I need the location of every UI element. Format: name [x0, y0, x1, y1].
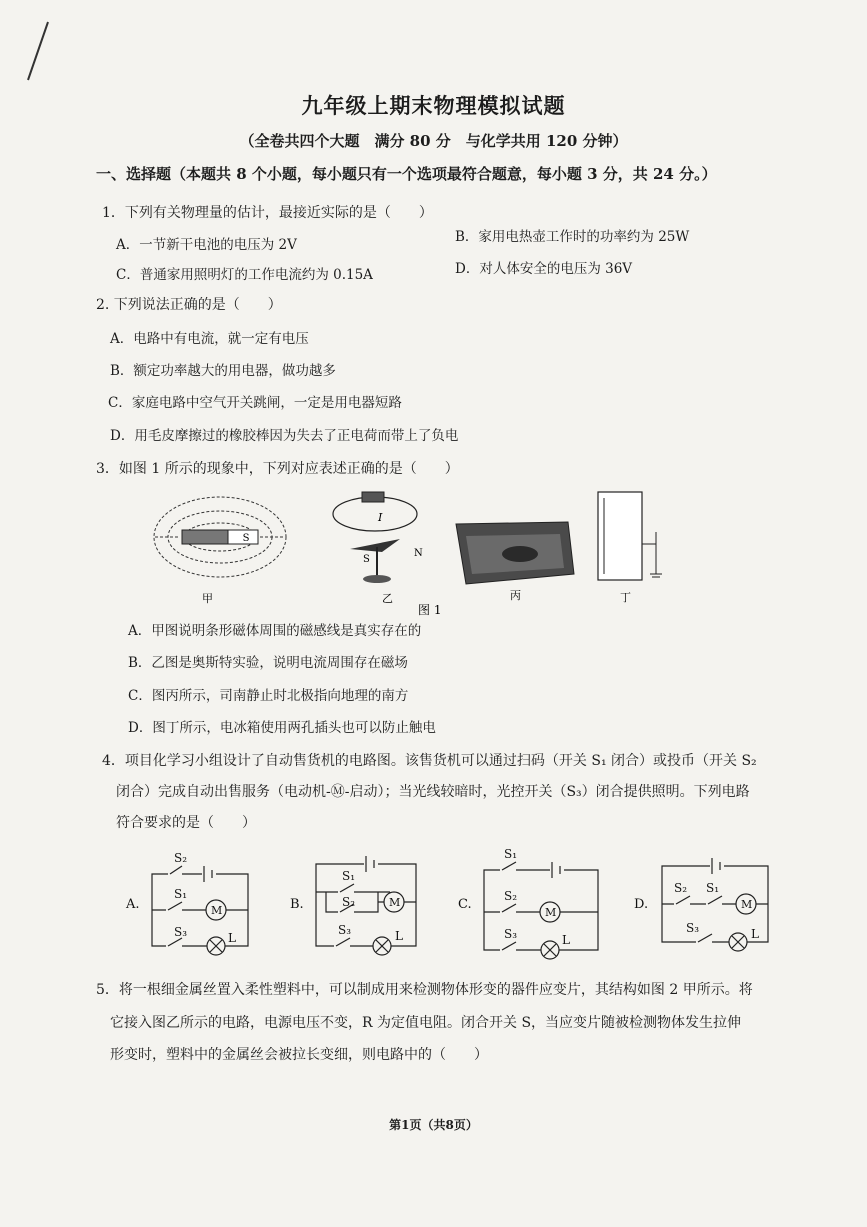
q3-stem: 3．如图 1 所示的现象中，下列对应表述正确的是（ ） — [96, 461, 459, 477]
circuit-c-option: C. — [458, 897, 472, 912]
q5-line-3: 形变时，塑料中的金属丝会被拉长变细，则电路中的（ ） — [110, 1047, 488, 1063]
circuit-a-option: A. — [126, 897, 140, 912]
q2-option-b: B．额定功率越大的用电器，做功越多 — [110, 363, 336, 379]
c-motor: M — [545, 906, 557, 919]
circuit-d-option: D. — [634, 897, 649, 912]
q4-circuits — [120, 846, 780, 966]
b-s2: S₂ — [342, 895, 356, 909]
q3-option-d: D．图丁所示，电冰箱使用两孔插头也可以防止触电 — [128, 720, 436, 736]
needle-n-label: N — [414, 548, 423, 559]
circuit-c — [484, 862, 598, 959]
d-s2: S₂ — [674, 881, 688, 895]
q5-line-2: 它接入图乙所示的电路，电源电压不变，R 为定值电阻。闭合开关 S，当应变片随被检测物体发生拉伸 — [110, 1015, 742, 1031]
b-lamp: L — [395, 929, 403, 943]
q1-option-a: A．一节新干电池的电压为 2V — [116, 237, 297, 253]
q4-line-1: 4．项目化学习小组设计了自动售货机的电路图。该售货机可以通过扫码（开关 S₁ 闭合）或投币（开关 S₂ — [102, 753, 757, 769]
a-lamp: L — [228, 931, 236, 945]
figure-1-caption: 图 1 — [418, 603, 442, 617]
q3-option-c: C．图丙所示，司南静止时北极指向地理的南方 — [128, 688, 409, 704]
d-lamp: L — [751, 927, 759, 941]
circuit-b-option: B. — [290, 897, 304, 912]
q1-option-b: B．家用电热壶工作时的功率约为 25W — [455, 229, 690, 245]
fig-jia-magnet — [154, 497, 286, 577]
q3-option-a: A．甲图说明条形磁体周围的磁感线是真实存在的 — [128, 623, 422, 639]
q1-option-c: C．普通家用照明灯的工作电流约为 0.15A — [116, 267, 373, 283]
c-s2: S₂ — [504, 889, 518, 903]
fig-label-yi: 乙 — [382, 592, 393, 605]
q4-line-3: 符合要求的是（ ） — [116, 815, 256, 831]
q4-line-2: 闭合）完成自动出售服务（电动机-Ⓜ-启动）；当光线较暗时，光控开关（S₃）闭合提供照明。下列电路 — [116, 784, 750, 800]
q2-option-c: C．家庭电路中空气开关跳闸，一定是用电器短路 — [108, 395, 402, 411]
pen-mark-icon — [20, 18, 60, 88]
figure-1 — [150, 484, 690, 619]
q5-line-1: 5．将一根细金属丝置入柔性塑料中，可以制成用来检测物体形变的器件应变片，其结构如图 2 甲所示。将 — [96, 982, 753, 998]
b-s3: S₃ — [338, 923, 352, 937]
a-motor: M — [211, 904, 223, 917]
fig-label-ding: 丁 — [620, 591, 631, 604]
q3-option-b: B．乙图是奥斯特实验，说明电流周围存在磁场 — [128, 655, 408, 671]
d-motor: M — [741, 898, 753, 911]
fig-label-bing: 丙 — [510, 589, 521, 602]
magnet-s-label: S — [242, 533, 250, 544]
a-s3: S₃ — [174, 925, 188, 939]
a-s2: S₂ — [174, 851, 188, 865]
exam-subtitle: （全卷共四个大题 满分 80 分 与化学共用 120 分钟） — [239, 132, 628, 150]
q2-option-d: D．用毛皮摩擦过的橡胶棒因为失去了正电荷而带上了负电 — [110, 428, 459, 444]
section-heading: 一、选择题（本题共 8 个小题，每小题只有一个选项最符合题意，每小题 3 分，共 24 分。） — [96, 165, 717, 183]
q2-option-a: A．电路中有电流，就一定有电压 — [110, 331, 309, 347]
d-s1: S₁ — [706, 881, 720, 895]
q2-stem: 2. 下列说法正确的是（ ） — [96, 297, 282, 313]
page-footer: 第1页（共8页） — [389, 1118, 478, 1132]
d-s3: S₃ — [686, 921, 700, 935]
c-lamp: L — [562, 933, 570, 947]
q1-option-d: D．对人体安全的电压为 36V — [455, 261, 633, 277]
fig-label-jia: 甲 — [202, 592, 213, 605]
a-s1: S₁ — [174, 887, 188, 901]
fig-bing-sinan — [456, 522, 574, 584]
b-motor: M — [389, 896, 401, 909]
fig-yi-oersted — [333, 492, 423, 583]
q1-stem: 1．下列有关物理量的估计，最接近实际的是（ ） — [102, 205, 433, 221]
c-s3: S₃ — [504, 927, 518, 941]
b-s1: S₁ — [342, 869, 356, 883]
exam-title: 九年级上期末物理模拟试题 — [301, 93, 566, 118]
current-label: I — [378, 511, 383, 524]
needle-s-label: S — [363, 554, 370, 565]
c-s1: S₁ — [504, 847, 518, 861]
fig-ding-fridge — [598, 492, 662, 580]
